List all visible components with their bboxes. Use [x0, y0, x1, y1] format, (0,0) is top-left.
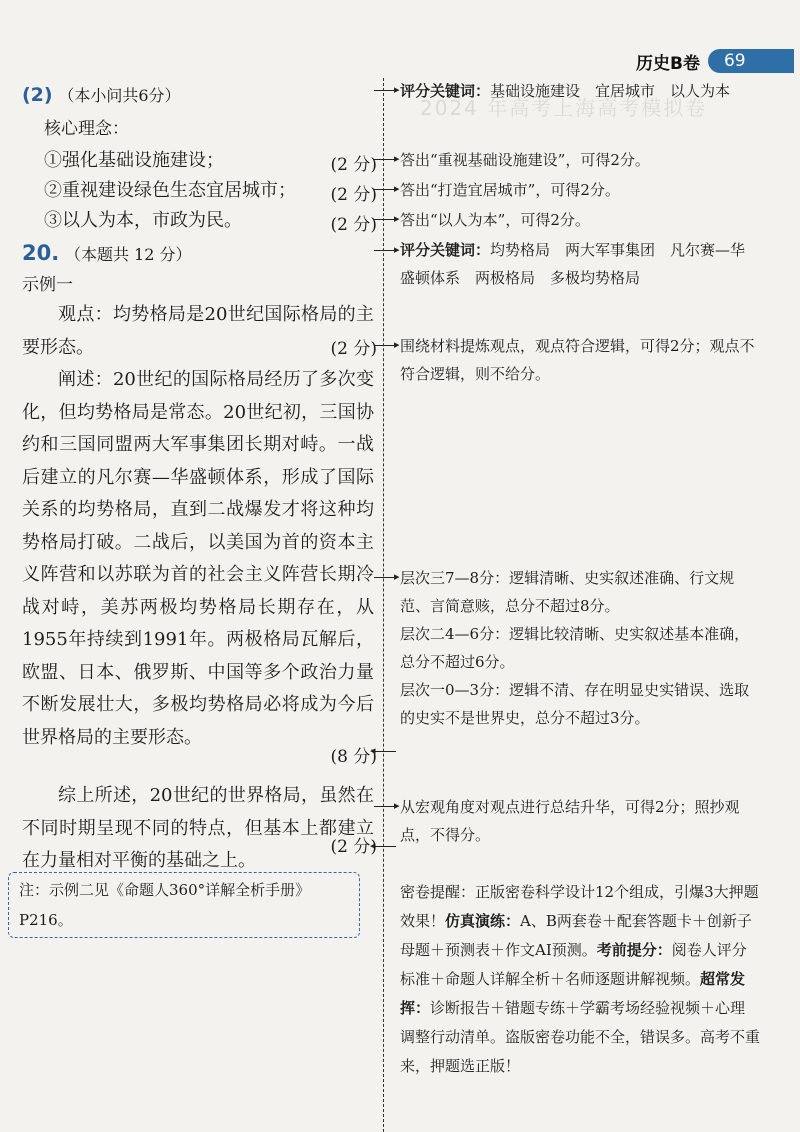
promo-heading: 考前提分： [596, 941, 672, 959]
conclusion-text: 综上所述，20世纪的世界格局，虽然在不同时期呈现不同的特点，但基本上都建立在力量相对平衡的基础之上。 [22, 785, 374, 871]
arrow-icon [370, 84, 400, 98]
keywords-label: 评分关键词： [400, 241, 491, 259]
core-title: 核心理念： [44, 119, 129, 139]
q20-note: （本题共 12 分） [64, 245, 192, 264]
promo-line: 密卷提醒：正版密卷科学设计12个组成，引爆3大押题效果！ [400, 883, 759, 930]
keywords-label: 评分关键词： [400, 82, 491, 100]
argument-text: 阐述：20世纪的国际格局经历了多次变化，但均势格局是常态。20世纪初，三国协约和三国同盟两大军事集团长期对峙。一战后建立的凡尔赛—华盛顿体系，形成了国际关系的均势格局，直到二战爆发才将这种均势格局打破。二战后，以美国为首的资本主义阵营和以苏联为首的社会主义阵营长期冷战对峙，美苏两极均势格局长期存在，从1955年持续到1991年。两极格局瓦解后，欧盟、日本、俄罗斯、中国等多个政治力量不断发展壮大，多极均势格局必将成为今后世界格局的主要形态。 [22, 369, 374, 748]
level-rule: 层次三7—8分：逻辑清晰、史实叙述准确、行文规范、言简意赅，总分不超过8分。 [400, 569, 735, 615]
q2-item: ③以人为本，市政为民。 [44, 210, 242, 231]
q20-keywords [400, 236, 760, 292]
q2-keywords [400, 77, 760, 105]
q2-item-points: (2 分) [330, 185, 377, 205]
promo-heading: 超常发挥： [400, 970, 746, 1017]
q2-answer-rule: 答出“以人为本”，可得2分。 [400, 211, 590, 229]
q20-number: 20. [22, 241, 60, 265]
example-label: 示例一 [22, 275, 73, 295]
argument-points: (8 分) [330, 747, 377, 767]
promo-heading: 仿真演练： [445, 912, 521, 930]
arrow-icon [370, 800, 400, 814]
bleed-through-text: 2024 年高考上海高考模拟卷 [420, 96, 708, 120]
q2-note: （本小问共6分） [58, 86, 181, 105]
arrow-icon [370, 571, 400, 585]
promo-text [400, 878, 760, 1081]
keywords-text: 均势格局 两大军事集团 凡尔赛—华盛顿体系 两极格局 多极均势格局 [400, 241, 746, 287]
note-box: 注：示例二见《命题人360°详解全析手册》P216。 [8, 872, 360, 938]
page-header [636, 46, 800, 76]
q20-heading [22, 240, 191, 268]
q2-label: (2) [22, 84, 53, 106]
viewpoint-text: 观点：均势格局是20世纪国际格局的主要形态。 [22, 304, 374, 358]
conclusion-rule: 从宏观角度对观点进行总结升华，可得2分；照抄观点，不得分。 [400, 798, 740, 844]
promo-line: A、B两套卷＋配套答题卡＋创新子母题＋预测表＋作文AI预测。 [400, 912, 752, 959]
q2-answer-rule: 答出“重视基础设施建设”，可得2分。 [400, 151, 650, 169]
level-rule: 层次一0—3分：逻辑不清、存在明显史实错误、选取的史实不是世界史，总分不超过3分。 [400, 681, 750, 727]
q2-item: ②重视建设绿色生态宜居城市； [44, 180, 296, 201]
arrow-icon [370, 244, 400, 258]
subject-title: 历史B卷 [636, 53, 700, 74]
viewpoint-points: (2 分) [330, 339, 377, 359]
q2-answer-rule: 答出“打造宜居城市”，可得2分。 [400, 181, 620, 199]
promo-line: 诊断报告＋错题专练＋学霸考场经验视频＋心理调整行动清单。盗版密卷功能不全，错误多。高考不重来，押题选正版！ [400, 999, 761, 1075]
q2-item-points: (2 分) [330, 215, 377, 235]
keywords-text: 基础设施建设 宜居城市 以人为本 [490, 82, 731, 100]
viewpoint-rule: 围绕材料提炼观点，观点符合逻辑，可得2分；观点不符合逻辑，则不给分。 [400, 337, 755, 383]
conclusion-points: (2 分) [330, 837, 377, 857]
promo-line: 阅卷人评分标准＋命题人详解全析＋名师逐题讲解视频。 [400, 941, 747, 988]
q2-item-points: (2 分) [330, 155, 377, 175]
q2-heading [22, 82, 181, 109]
q2-item: ①强化基础设施建设； [44, 150, 224, 171]
level-rule: 层次二4—6分：逻辑比较清晰、史实叙述基本准确，总分不超过6分。 [400, 625, 750, 671]
page-number: 69 [708, 49, 794, 73]
column-divider [383, 78, 384, 1132]
